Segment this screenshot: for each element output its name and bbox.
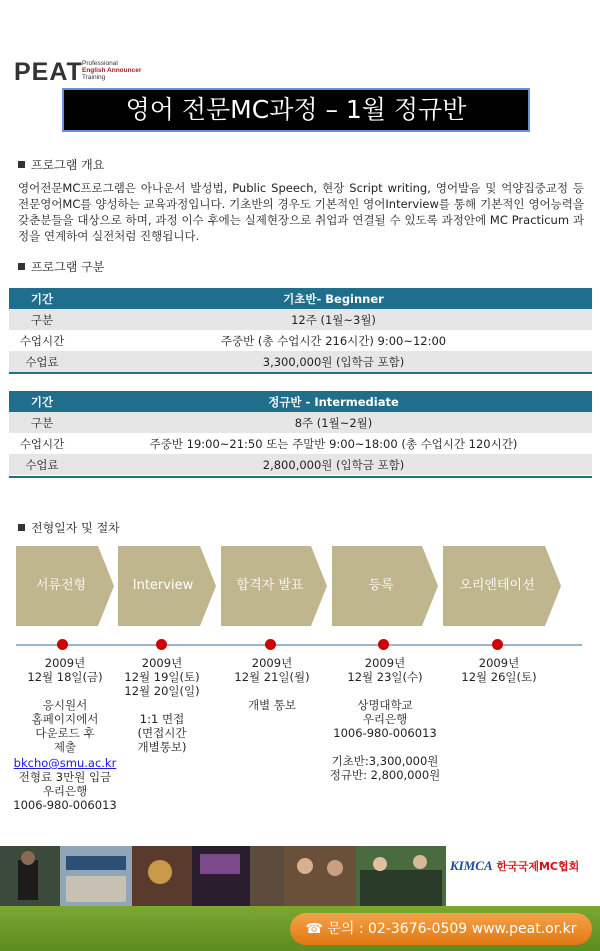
schedule-col-3 bbox=[220, 656, 324, 712]
step-label: 합격자 발표 bbox=[236, 578, 304, 593]
row-key: 수업시간 bbox=[9, 433, 75, 454]
row-value: 주중반 (총 수업시간 216시간) 9:00~12:00 bbox=[75, 330, 592, 351]
schedule-line: 우리은행 bbox=[362, 712, 408, 726]
schedule-year: 2009년 bbox=[44, 656, 86, 670]
table-row bbox=[9, 351, 592, 372]
schedule-line: 제출 bbox=[53, 740, 77, 754]
square-bullet-icon bbox=[18, 524, 25, 531]
schedule-line: 1006-980-006013 bbox=[333, 726, 437, 740]
table-divider bbox=[9, 476, 592, 478]
table-row bbox=[9, 433, 592, 454]
timeline-dot bbox=[57, 639, 68, 650]
row-key: 수업시간 bbox=[9, 330, 75, 351]
schedule-year: 2009년 bbox=[251, 656, 293, 670]
schedule-year: 2009년 bbox=[364, 656, 406, 670]
schedule-line: 상명대학교 bbox=[357, 698, 413, 712]
table-row bbox=[9, 330, 592, 351]
schedule-year: 2009년 bbox=[478, 656, 520, 670]
table-header-value: 기초반- Beginner bbox=[75, 288, 592, 309]
photo-collage-image bbox=[0, 846, 446, 906]
table-divider bbox=[9, 372, 592, 374]
schedule-date: 12월 23일(수) bbox=[347, 670, 423, 684]
schedule-year: 2009년 bbox=[141, 656, 183, 670]
schedule-line: 응시원서 bbox=[42, 698, 88, 712]
schedule-col-1 bbox=[6, 656, 124, 812]
step-label: Interview bbox=[132, 578, 194, 593]
contact-info[interactable]: ☎ 문의 : 02-3676-0509 www.peat.or.kr bbox=[305, 921, 577, 937]
schedule-col-4 bbox=[326, 656, 444, 782]
schedule-line: 정규반: 2,800,000원 bbox=[329, 768, 441, 782]
table-header-key: 기간 bbox=[9, 288, 75, 309]
schedule-line: 전형료 3만원 입금 bbox=[18, 770, 112, 784]
square-bullet-icon bbox=[18, 161, 25, 168]
schedule-line: 다운로드 후 bbox=[35, 726, 95, 740]
schedule-col-5 bbox=[444, 656, 554, 684]
timeline-dot bbox=[378, 639, 389, 650]
page-title: 영어 전문MC과정 – 1월 정규반 bbox=[125, 95, 467, 124]
table-header-row bbox=[9, 391, 592, 412]
photo-collage bbox=[0, 846, 446, 906]
schedule-line: 개별 통보 bbox=[247, 698, 297, 712]
table-row bbox=[9, 412, 592, 433]
schedule-date: 12월 19일(토) bbox=[124, 670, 200, 684]
email-link[interactable]: bkcho@smu.ac.kr bbox=[13, 756, 117, 770]
table-row bbox=[9, 309, 592, 330]
schedule-line: 1006-980-006013 bbox=[13, 798, 117, 812]
process-heading: 전형일자 및 절차 bbox=[18, 519, 120, 536]
intermediate-table bbox=[9, 391, 592, 475]
schedule-line: (면접시간 bbox=[137, 726, 187, 740]
peat-logo: PEAT bbox=[14, 58, 83, 86]
row-value: 12주 (1월~3월) bbox=[75, 309, 592, 330]
row-key: 수업료 bbox=[9, 454, 75, 475]
timeline-dot bbox=[492, 639, 503, 650]
schedule-date: 12월 20일(일) bbox=[124, 684, 200, 698]
row-value: 주중반 19:00~21:50 또는 주말반 9:00~18:00 (총 수업시간 120시간) bbox=[75, 433, 592, 454]
row-value: 2,800,000원 (입학금 포함) bbox=[75, 454, 592, 475]
schedule-line: 기초반:3,300,000원 bbox=[331, 754, 439, 768]
step-label: 서류전형 bbox=[35, 578, 87, 593]
kimca-name: 한국국제MC협회 bbox=[496, 860, 580, 873]
table-header-key: 기간 bbox=[9, 391, 75, 412]
peat-logo-subtitle: Professional English Announcer Training bbox=[82, 60, 142, 81]
step-label: 등록 bbox=[368, 578, 394, 593]
square-bullet-icon bbox=[18, 263, 25, 270]
schedule-line: 개별통보) bbox=[137, 740, 187, 754]
timeline-dot bbox=[156, 639, 167, 650]
row-value: 3,300,000원 (입학금 포함) bbox=[75, 351, 592, 372]
row-key: 구분 bbox=[9, 412, 75, 433]
kimca-logo bbox=[450, 858, 579, 874]
timeline-dot bbox=[265, 639, 276, 650]
beginner-table bbox=[9, 288, 592, 372]
program-heading: 프로그램 구분 bbox=[18, 258, 104, 275]
schedule-line: 홈페이지에서 bbox=[31, 712, 99, 726]
step-label: 오리엔테이션 bbox=[459, 578, 535, 593]
row-key: 수업료 bbox=[9, 351, 75, 372]
row-key: 구분 bbox=[9, 309, 75, 330]
schedule-line: 1:1 면접 bbox=[139, 712, 185, 726]
table-header-row bbox=[9, 288, 592, 309]
schedule-line: 우리은행 bbox=[42, 784, 88, 798]
table-row bbox=[9, 454, 592, 475]
row-value: 8주 (1월~2월) bbox=[75, 412, 592, 433]
overview-heading: 프로그램 개요 bbox=[18, 156, 104, 173]
table-header-value: 정규반 - Intermediate bbox=[75, 391, 592, 412]
kimca-emblem: KIMCA bbox=[450, 858, 493, 873]
schedule-date: 12월 18일(금) bbox=[27, 670, 103, 684]
overview-text: 영어전문MC프로그램은 아나운서 발성법, Public Speech, 현장 Script writing, 영어발음 및 억양집중교정 등 전문영어MC를 양성하는 교육과정입니다. 기초반의 경우도 기본적인 영어Interview를 통해 기본적인 영어능력을 갖춘분들을 대상으로 하며, 과정 이수 후에는 실제현장으로 취업과 연결될 수 있도록 과정안에 MC Practicum 과정을 연계하여 실전처럼 진행됩니다. bbox=[18, 181, 584, 243]
schedule-date: 12월 26일(토) bbox=[461, 670, 537, 684]
schedule-col-2 bbox=[112, 656, 212, 754]
schedule-date: 12월 21일(월) bbox=[234, 670, 310, 684]
